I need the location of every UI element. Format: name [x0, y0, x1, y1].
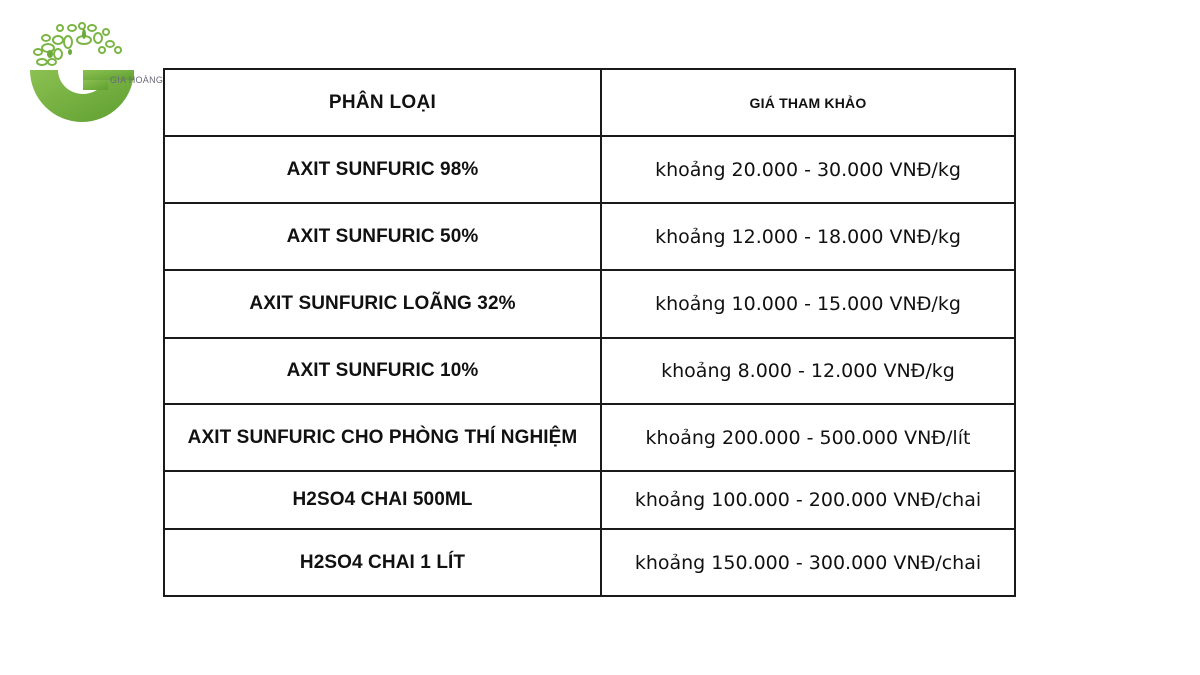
table-header-row [164, 69, 1015, 136]
product-price: khoảng 200.000 - 500.000 VNĐ/lít [601, 404, 1015, 471]
product-name: H2SO4 CHAI 1 LÍT [164, 529, 601, 596]
table-row [164, 529, 1015, 596]
table-row [164, 270, 1015, 338]
product-price: khoảng 12.000 - 18.000 VNĐ/kg [601, 203, 1015, 270]
product-price: khoảng 8.000 - 12.000 VNĐ/kg [601, 338, 1015, 404]
product-name: H2SO4 CHAI 500ML [164, 471, 601, 529]
product-price: khoảng 150.000 - 300.000 VNĐ/chai [601, 529, 1015, 596]
product-name: AXIT SUNFURIC LOÃNG 32% [164, 270, 601, 338]
product-name: AXIT SUNFURIC CHO PHÒNG THÍ NGHIỆM [164, 404, 601, 471]
header-price: GIÁ THAM KHẢO [601, 69, 1015, 136]
product-price: khoảng 20.000 - 30.000 VNĐ/kg [601, 136, 1015, 203]
table-row [164, 136, 1015, 203]
table-row [164, 203, 1015, 270]
product-name: AXIT SUNFURIC 50% [164, 203, 601, 270]
gia-hoang-g-logo-icon [28, 18, 138, 130]
table-row [164, 404, 1015, 471]
table-row [164, 471, 1015, 529]
table-row [164, 338, 1015, 404]
product-price: khoảng 100.000 - 200.000 VNĐ/chai [601, 471, 1015, 529]
product-name: AXIT SUNFURIC 98% [164, 136, 601, 203]
brand-logo [28, 18, 164, 130]
price-table [163, 68, 1016, 597]
brand-name: GIA HOÀNG [110, 75, 164, 85]
header-category: PHÂN LOẠI [164, 69, 601, 136]
product-price: khoảng 10.000 - 15.000 VNĐ/kg [601, 270, 1015, 338]
product-name: AXIT SUNFURIC 10% [164, 338, 601, 404]
